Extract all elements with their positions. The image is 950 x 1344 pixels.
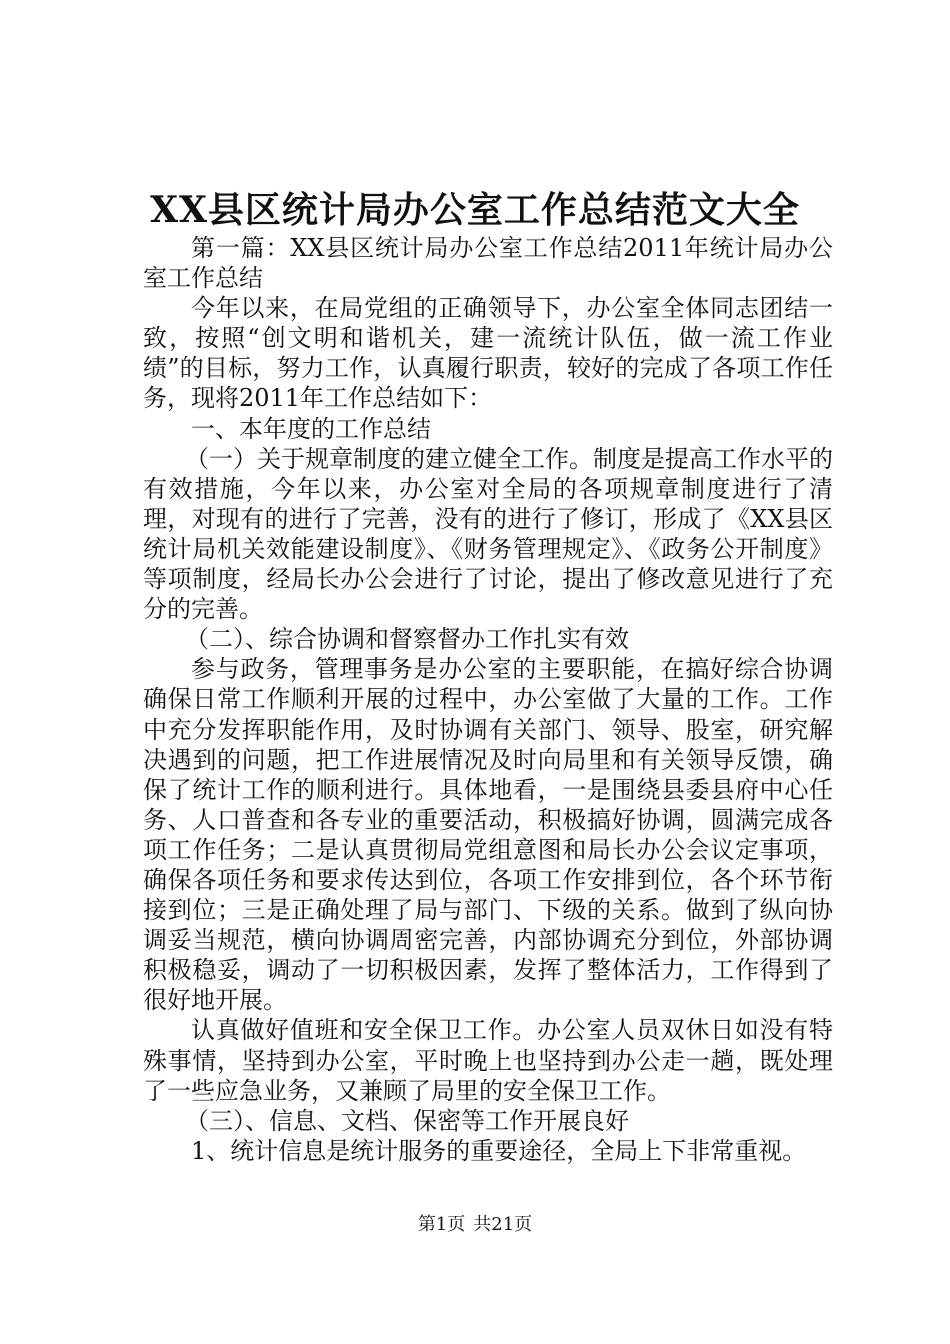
paragraph-coordination: 参与政务，管理事务是办公室的主要职能，在搞好综合协调确保日常工作顺利开展的过程中，办公室做了大量的工作。工作中充分发挥职能作用，及时协调有关部门、领导、股室，研究解决遇到的问题，把工作进展情况及时向局里和有关领导反馈，确保了统计工作的顺利进行。具体地看，一是围绕县委县府中心任务、人口普查和各专业的重要活动，积极搞好协调，圆满完成各项工作任务；二是认真贯彻局党组意图和局长办公会议定事项，确保各项任务和要求传达到位，各项工作安排到位，各个环节衔接到位；三是正确处理了局与部门、下级的关系。做到了纵向协调妥当规范，横向协调周密完善，内部协调充分到位，外部协调积极稳妥，调动了一切积极因素，发挥了整体活力，工作得到了很好地开展。 xyxy=(143,655,833,1015)
page-footer xyxy=(0,1213,950,1237)
section-heading: 一、本年度的工作总结 xyxy=(191,414,431,443)
subsection-heading-information: （三）、信息、文档、保密等工作开展良好 xyxy=(185,1106,629,1135)
paragraph-chapter-heading: 第一篇：XX县区统计局办公室工作总结2011年统计局办公室工作总结 xyxy=(143,234,833,293)
paragraph-intro: 今年以来，在局党组的正确领导下，办公室全体同志团结一致，按照“创文明和谐机关，建一流统计队伍，做一流工作业绩”的目标，努力工作，认真履行职责，较好的完成了各项工作任务，现将2011年工作总结如下： xyxy=(143,294,833,413)
paragraph-duty-security: 认真做好值班和安全保卫工作。办公室人员双休日如没有特殊事情，坚持到办公室，平时晚上也坚持到办公走一趟，既处理了一些应急业务，又兼顾了局里的安全保卫工作。 xyxy=(143,1016,833,1105)
paragraph-rules-system: （一）关于规章制度的建立健全工作。制度是提高工作水平的有效措施，今年以来，办公室对全局的各项规章制度进行了清理，对现有的进行了完善，没有的进行了修订，形成了《XX县区统计局机关效能建设制度》、《财务管理规定》、《政务公开制度》等项制度，经局长办公会进行了讨论，提出了修改意见进行了充分的完善。 xyxy=(143,444,833,624)
paragraph-statistics-info: 1、统计信息是统计服务的重要途径，全局上下非常重视。 xyxy=(191,1136,807,1165)
page-number: 第1页 xyxy=(417,1214,466,1235)
subsection-heading-coordination: （二）、综合协调和督察督办工作扎实有效 xyxy=(185,625,629,654)
document-title: XX县区统计局办公室工作总结范文大全 xyxy=(150,189,800,231)
page-total: 共21页 xyxy=(473,1214,533,1235)
document-body xyxy=(143,233,833,1166)
